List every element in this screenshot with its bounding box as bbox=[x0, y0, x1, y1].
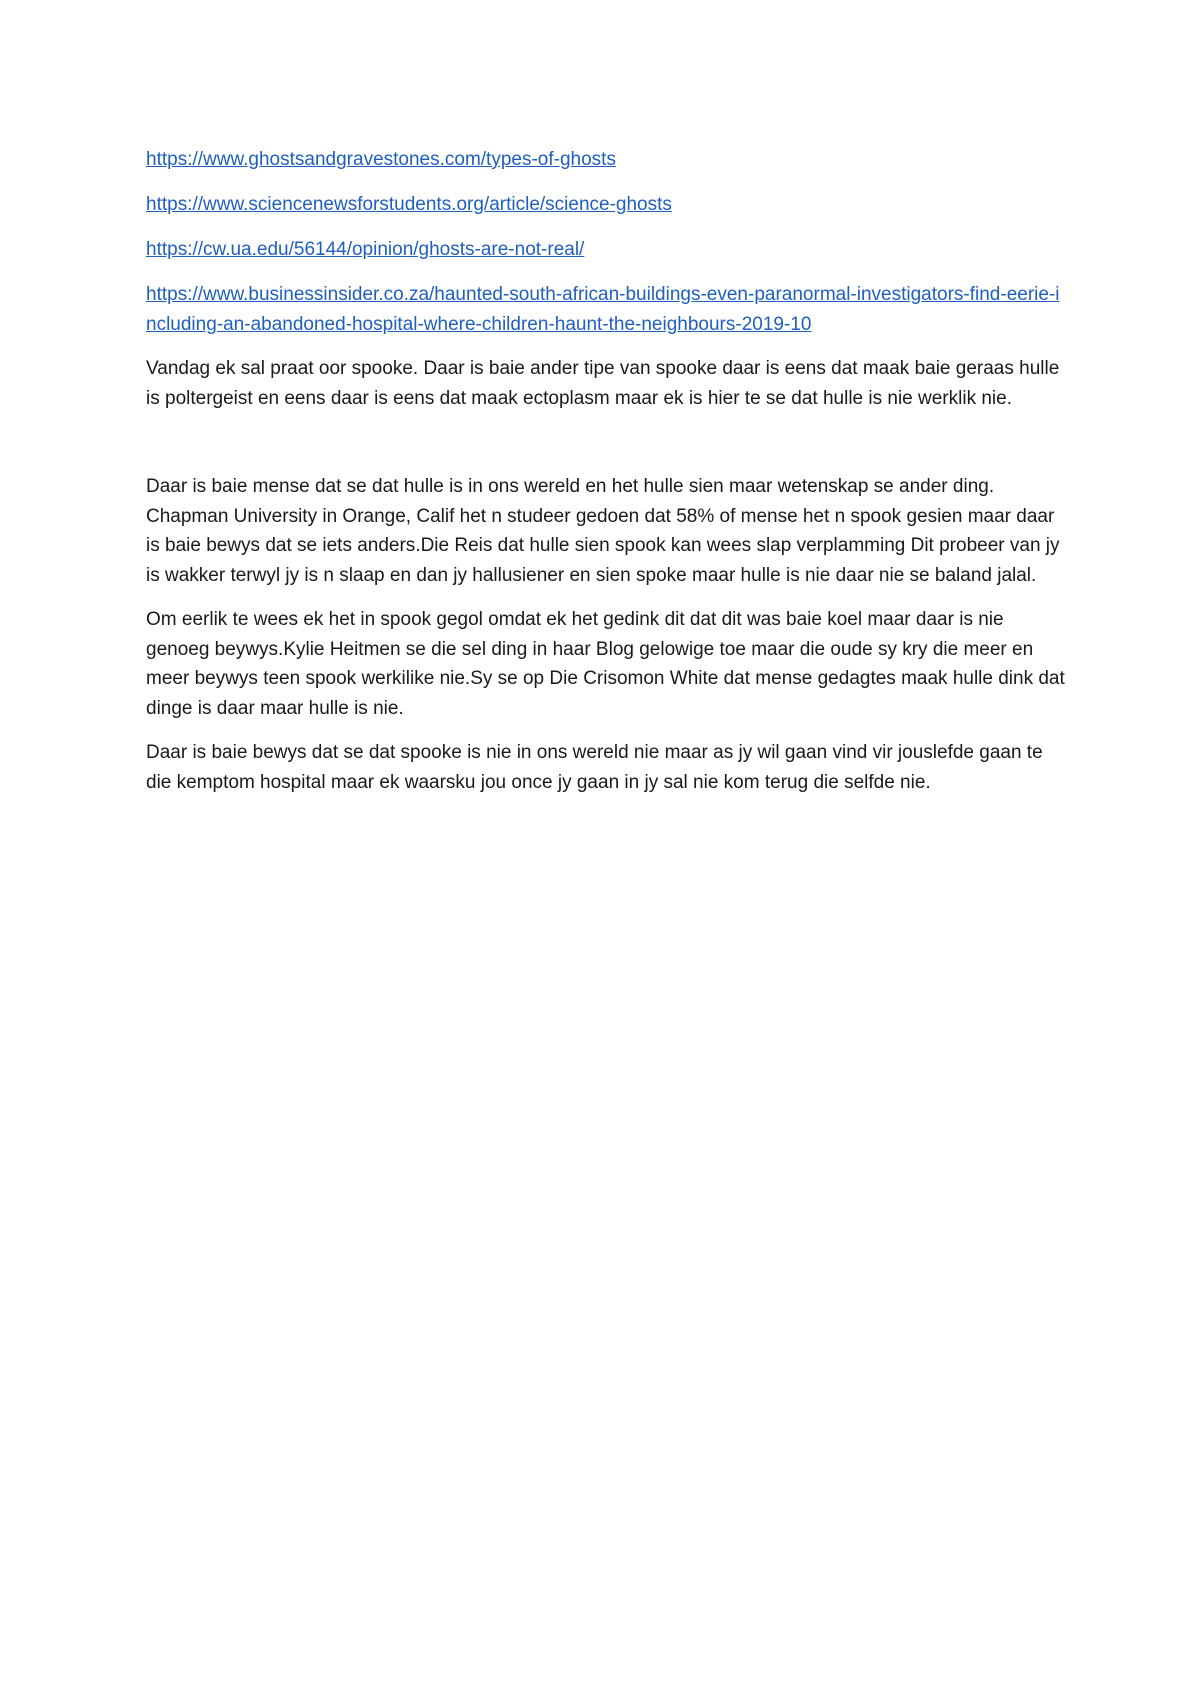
blank-line bbox=[146, 428, 1066, 472]
paragraph-intro: Vandag ek sal praat oor spooke. Daar is baie ander tipe van spooke daar is eens dat maak baie geraas hulle is poltergeist en eens daar is eens dat maak ectoplasm maar ek is hier te se dat hulle is nie werklik nie. bbox=[146, 358, 1060, 409]
reference-link-cw-ua[interactable]: https://cw.ua.edu/56144/opinion/ghosts-are-not-real/ bbox=[146, 239, 585, 260]
paragraph-opinion: Om eerlik te wees ek het in spook gegol omdat ek het gedink dit dat dit was baie koel maar daar is nie genoeg beywys.Kylie Heitmen se die sel ding in haar Blog gelowige toe maar die oude sy kry die meer en meer beywys teen spook werkilike nie.Sy se op Die Crisomon White dat mense gedagtes maak hulle dink dat dinge is daar maar hulle is nie. bbox=[146, 609, 1065, 719]
reference-link-sciencenewsforstudents[interactable]: https://www.sciencenewsforstudents.org/article/science-ghosts bbox=[146, 194, 672, 215]
paragraph-science: Daar is baie mense dat se dat hulle is in ons wereld en het hulle sien maar wetenskap se ander ding. Chapman University in Orange, Calif het n studeer gedoen dat 58% of mense het n spook gesien maar daar is baie bewys dat se iets anders.Die Reis dat hulle sien spook kan wees slap verplamming Dit probeer van jy is wakker terwyl jy is n slaap en dan jy hallusiener en sien spoke maar hulle is nie daar nie se baland jalal. bbox=[146, 476, 1060, 586]
reference-link-businessinsider[interactable]: https://www.businessinsider.co.za/haunted-south-african-buildings-even-paranormal-investigators-find-eerie-including-an-abandoned-hospital-where-children-haunt-the-neighbours-2019-10 bbox=[146, 284, 1060, 335]
reference-link-ghostsandgravestones[interactable]: https://www.ghostsandgravestones.com/types-of-ghosts bbox=[146, 149, 616, 170]
paragraph-conclusion: Daar is baie bewys dat se dat spooke is nie in ons wereld nie maar as jy wil gaan vind vir jouslefde gaan te die kemptom hospital maar ek waarsku jou once jy gaan in jy sal nie kom terug die selfde nie. bbox=[146, 742, 1043, 793]
document-body bbox=[146, 145, 1066, 812]
